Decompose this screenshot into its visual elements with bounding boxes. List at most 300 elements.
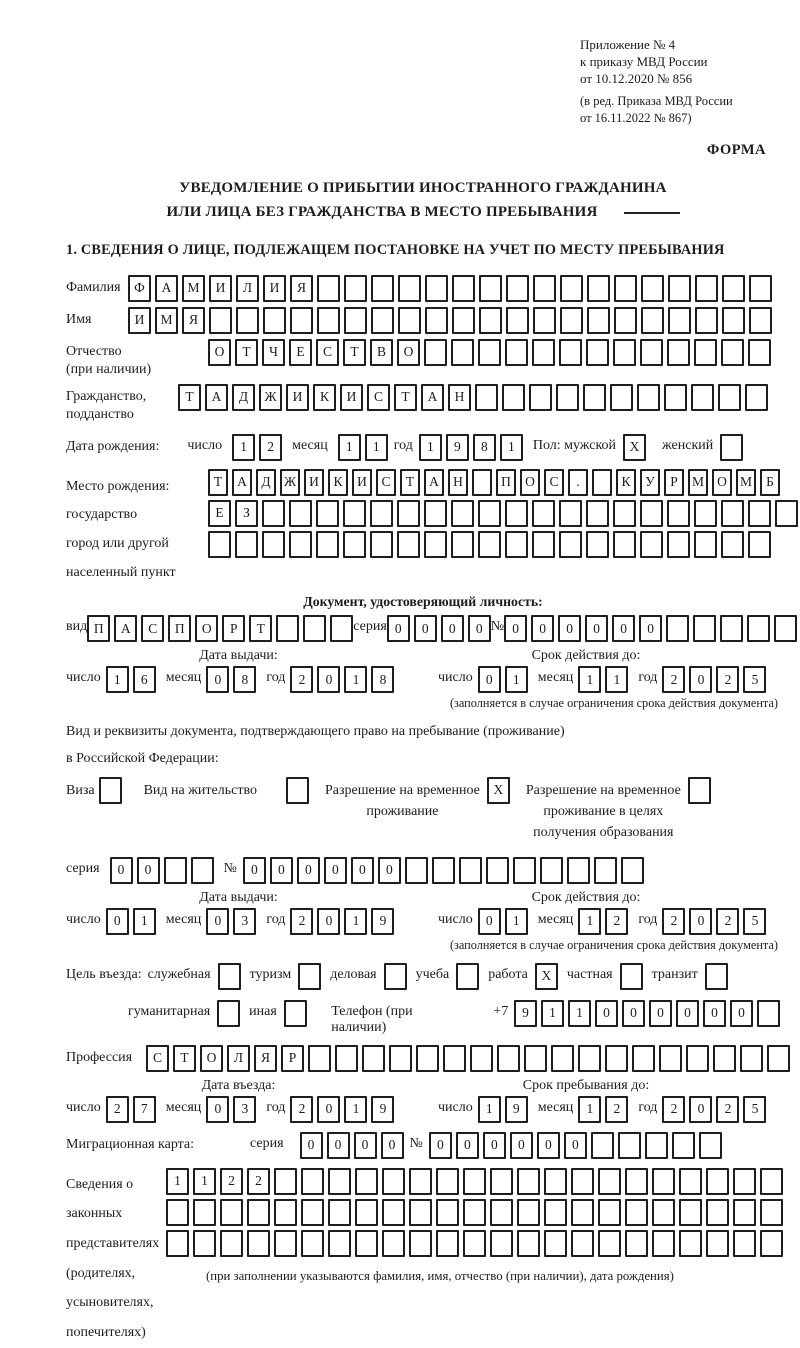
char-cell-empty[interactable] (301, 1230, 324, 1257)
char-cell-empty[interactable] (517, 1168, 540, 1195)
char-cell-filled[interactable]: И (352, 469, 372, 496)
char-cell-empty[interactable] (613, 339, 636, 366)
char-cell-empty[interactable] (425, 307, 448, 334)
char-cell-empty[interactable] (598, 1230, 621, 1257)
char-cell-filled[interactable]: С (316, 339, 339, 366)
char-cell-filled[interactable]: 0 (110, 857, 133, 884)
char-cell-filled[interactable]: М (736, 469, 756, 496)
char-cell-empty[interactable] (625, 1199, 648, 1226)
char-cell-filled[interactable]: З (235, 500, 258, 527)
char-cell-filled[interactable]: 0 (730, 1000, 753, 1027)
char-cell-filled[interactable]: Ж (280, 469, 300, 496)
char-cell-filled[interactable]: И (128, 307, 151, 334)
char-cell-empty[interactable] (451, 531, 474, 558)
char-cell-empty[interactable] (505, 500, 528, 527)
char-cell-empty[interactable] (456, 963, 479, 990)
char-cell-filled[interactable]: 0 (106, 908, 129, 935)
char-cell-empty[interactable] (533, 307, 556, 334)
char-cell-empty[interactable] (490, 1199, 513, 1226)
char-cell-filled[interactable]: 2 (220, 1168, 243, 1195)
char-cell-filled[interactable]: Т (249, 615, 272, 642)
char-cell-empty[interactable] (587, 307, 610, 334)
char-cell-empty[interactable] (533, 275, 556, 302)
char-cell-filled[interactable]: 0 (689, 1096, 712, 1123)
char-cell-empty[interactable] (640, 339, 663, 366)
char-cell-empty[interactable] (679, 1168, 702, 1195)
char-cell-empty[interactable] (398, 307, 421, 334)
char-cell-filled[interactable]: Н (448, 384, 471, 411)
char-cell-filled[interactable]: 2 (605, 1096, 628, 1123)
char-cell-filled[interactable]: 1 (344, 1096, 367, 1123)
char-cell-filled[interactable]: 0 (317, 666, 340, 693)
char-cell-empty[interactable] (274, 1199, 297, 1226)
char-cell-empty[interactable] (532, 531, 555, 558)
char-cell-empty[interactable] (598, 1199, 621, 1226)
char-cell-empty[interactable] (475, 384, 498, 411)
char-cell-filled[interactable]: П (87, 615, 110, 642)
char-cell-empty[interactable] (463, 1199, 486, 1226)
char-cell-empty[interactable] (693, 615, 716, 642)
char-cell-empty[interactable] (463, 1168, 486, 1195)
char-cell-filled[interactable]: Ж (259, 384, 282, 411)
char-cell-empty[interactable] (432, 857, 455, 884)
char-cell-empty[interactable] (625, 1168, 648, 1195)
char-cell-empty[interactable] (559, 500, 582, 527)
char-cell-filled[interactable]: Д (256, 469, 276, 496)
char-cell-empty[interactable] (316, 500, 339, 527)
char-cell-empty[interactable] (767, 1045, 790, 1072)
char-cell-empty[interactable] (571, 1199, 594, 1226)
char-cell-empty[interactable] (551, 1045, 574, 1072)
char-cell-empty[interactable] (720, 615, 743, 642)
char-cell-empty[interactable] (613, 500, 636, 527)
char-cell-empty[interactable] (416, 1045, 439, 1072)
char-cell-empty[interactable] (284, 1000, 307, 1027)
char-cell-empty[interactable] (330, 615, 353, 642)
char-cell-filled[interactable]: 9 (514, 1000, 537, 1027)
char-cell-empty[interactable] (362, 1045, 385, 1072)
char-cell-empty[interactable] (247, 1199, 270, 1226)
char-cell-filled[interactable]: 1 (541, 1000, 564, 1027)
char-cell-filled[interactable]: 2 (662, 1096, 685, 1123)
char-cell-empty[interactable] (621, 857, 644, 884)
char-cell-empty[interactable] (757, 1000, 780, 1027)
char-cell-empty[interactable] (578, 1045, 601, 1072)
char-cell-empty[interactable] (760, 1230, 783, 1257)
char-cell-filled[interactable]: М (182, 275, 205, 302)
char-cell-empty[interactable] (748, 339, 771, 366)
char-cell-empty[interactable] (571, 1230, 594, 1257)
char-cell-filled[interactable]: 0 (317, 1096, 340, 1123)
char-cell-empty[interactable] (605, 1045, 628, 1072)
char-cell-empty[interactable] (668, 307, 691, 334)
char-cell-filled[interactable]: 0 (387, 615, 410, 642)
char-cell-empty[interactable] (191, 857, 214, 884)
char-cell-empty[interactable] (164, 857, 187, 884)
char-cell-empty[interactable] (721, 531, 744, 558)
char-cell-filled[interactable]: 9 (446, 434, 469, 461)
char-cell-filled[interactable]: Е (289, 339, 312, 366)
char-cell-empty[interactable] (479, 275, 502, 302)
char-cell-filled[interactable]: А (205, 384, 228, 411)
char-cell-empty[interactable] (614, 275, 637, 302)
char-cell-empty[interactable] (664, 384, 687, 411)
char-cell-empty[interactable] (424, 339, 447, 366)
char-cell-filled[interactable]: 2 (716, 666, 739, 693)
char-cell-empty[interactable] (668, 275, 691, 302)
char-cell-empty[interactable] (583, 384, 606, 411)
char-cell-empty[interactable] (749, 307, 772, 334)
char-cell-filled[interactable]: 2 (662, 666, 685, 693)
char-cell-filled[interactable]: 0 (324, 857, 347, 884)
char-cell-filled[interactable]: Я (290, 275, 313, 302)
char-cell-empty[interactable] (505, 339, 528, 366)
char-cell-empty[interactable] (748, 531, 771, 558)
char-cell-empty[interactable] (637, 384, 660, 411)
char-cell-empty[interactable] (667, 500, 690, 527)
char-cell-filled[interactable]: К (616, 469, 636, 496)
char-cell-empty[interactable] (344, 307, 367, 334)
char-cell-empty[interactable] (640, 531, 663, 558)
char-cell-filled[interactable]: 0 (327, 1132, 350, 1159)
char-cell-filled[interactable]: 0 (585, 615, 608, 642)
char-cell-filled[interactable]: Л (236, 275, 259, 302)
char-cell-empty[interactable] (749, 275, 772, 302)
char-cell-filled[interactable]: 5 (743, 1096, 766, 1123)
char-cell-empty[interactable] (517, 1230, 540, 1257)
char-cell-empty[interactable] (274, 1230, 297, 1257)
char-cell-filled[interactable]: Е (208, 500, 231, 527)
char-cell-empty[interactable] (355, 1199, 378, 1226)
char-cell-empty[interactable] (166, 1230, 189, 1257)
char-cell-filled[interactable]: Т (208, 469, 228, 496)
char-cell-empty[interactable] (560, 307, 583, 334)
char-cell-empty[interactable] (478, 531, 501, 558)
char-cell-filled[interactable]: 9 (371, 1096, 394, 1123)
char-cell-empty[interactable] (733, 1230, 756, 1257)
char-cell-empty[interactable] (344, 275, 367, 302)
char-cell-filled[interactable]: 0 (478, 908, 501, 935)
char-cell-empty[interactable] (328, 1199, 351, 1226)
char-cell-empty[interactable] (640, 500, 663, 527)
char-cell-filled[interactable]: 0 (243, 857, 266, 884)
char-cell-empty[interactable] (478, 339, 501, 366)
char-cell-filled[interactable]: Л (227, 1045, 250, 1072)
char-cell-filled[interactable]: О (712, 469, 732, 496)
char-cell-filled[interactable]: 0 (483, 1132, 506, 1159)
char-cell-filled[interactable]: С (376, 469, 396, 496)
char-cell-filled[interactable]: М (155, 307, 178, 334)
char-cell-empty[interactable] (451, 339, 474, 366)
char-cell-empty[interactable] (618, 1132, 641, 1159)
char-cell-filled[interactable]: 1 (578, 908, 601, 935)
char-cell-filled[interactable]: Р (222, 615, 245, 642)
char-cell-empty[interactable] (740, 1045, 763, 1072)
char-cell-empty[interactable] (667, 339, 690, 366)
char-cell-empty[interactable] (289, 500, 312, 527)
char-cell-empty[interactable] (479, 307, 502, 334)
char-cell-empty[interactable] (490, 1168, 513, 1195)
char-cell-filled[interactable]: М (688, 469, 708, 496)
char-cell-empty[interactable] (452, 307, 475, 334)
char-cell-filled[interactable]: 1 (338, 434, 361, 461)
char-cell-filled[interactable]: 2 (290, 666, 313, 693)
char-cell-filled[interactable]: 1 (578, 666, 601, 693)
char-cell-empty[interactable] (193, 1199, 216, 1226)
char-cell-filled[interactable]: Ч (262, 339, 285, 366)
char-cell-empty[interactable] (389, 1045, 412, 1072)
char-cell-empty[interactable] (506, 275, 529, 302)
char-cell-filled[interactable]: О (208, 339, 231, 366)
char-cell-filled[interactable]: 1 (578, 1096, 601, 1123)
char-cell-filled[interactable]: О (397, 339, 420, 366)
char-cell-empty[interactable] (436, 1199, 459, 1226)
char-cell-filled[interactable]: 2 (605, 908, 628, 935)
char-cell-filled[interactable]: Н (448, 469, 468, 496)
char-cell-filled[interactable]: 2 (290, 908, 313, 935)
char-cell-empty[interactable] (556, 384, 579, 411)
char-cell-filled[interactable]: X (623, 434, 646, 461)
char-cell-empty[interactable] (672, 1132, 695, 1159)
char-cell-filled[interactable]: 8 (473, 434, 496, 461)
char-cell-filled[interactable]: 0 (206, 908, 229, 935)
char-cell-filled[interactable]: О (520, 469, 540, 496)
char-cell-filled[interactable]: 2 (716, 1096, 739, 1123)
char-cell-empty[interactable] (560, 275, 583, 302)
char-cell-filled[interactable]: 7 (133, 1096, 156, 1123)
char-cell-empty[interactable] (652, 1230, 675, 1257)
char-cell-filled[interactable]: А (421, 384, 444, 411)
char-cell-empty[interactable] (355, 1168, 378, 1195)
char-cell-empty[interactable] (625, 1230, 648, 1257)
char-cell-empty[interactable] (652, 1168, 675, 1195)
char-cell-filled[interactable]: К (328, 469, 348, 496)
char-cell-empty[interactable] (641, 307, 664, 334)
char-cell-filled[interactable]: У (640, 469, 660, 496)
char-cell-empty[interactable] (691, 384, 714, 411)
char-cell-empty[interactable] (699, 1132, 722, 1159)
char-cell-filled[interactable]: 0 (622, 1000, 645, 1027)
char-cell-empty[interactable] (166, 1199, 189, 1226)
char-cell-filled[interactable]: Т (235, 339, 258, 366)
char-cell-filled[interactable]: 0 (351, 857, 374, 884)
char-cell-filled[interactable]: 0 (531, 615, 554, 642)
char-cell-empty[interactable] (706, 1168, 729, 1195)
char-cell-empty[interactable] (694, 339, 717, 366)
char-cell-empty[interactable] (540, 857, 563, 884)
char-cell-empty[interactable] (502, 384, 525, 411)
char-cell-empty[interactable] (424, 531, 447, 558)
char-cell-filled[interactable]: О (200, 1045, 223, 1072)
char-cell-empty[interactable] (748, 500, 771, 527)
char-cell-filled[interactable]: 1 (232, 434, 255, 461)
char-cell-empty[interactable] (290, 307, 313, 334)
char-cell-filled[interactable]: 2 (290, 1096, 313, 1123)
char-cell-empty[interactable] (721, 339, 744, 366)
char-cell-filled[interactable]: П (496, 469, 516, 496)
char-cell-empty[interactable] (470, 1045, 493, 1072)
char-cell-empty[interactable] (343, 500, 366, 527)
char-cell-filled[interactable]: 1 (133, 908, 156, 935)
char-cell-empty[interactable] (694, 500, 717, 527)
char-cell-empty[interactable] (745, 384, 768, 411)
char-cell-filled[interactable]: 1 (365, 434, 388, 461)
char-cell-empty[interactable] (247, 1230, 270, 1257)
char-cell-filled[interactable]: П (168, 615, 191, 642)
char-cell-filled[interactable]: 1 (505, 666, 528, 693)
char-cell-filled[interactable]: 9 (371, 908, 394, 935)
char-cell-filled[interactable]: 8 (371, 666, 394, 693)
char-cell-filled[interactable]: Р (281, 1045, 304, 1072)
char-cell-empty[interactable] (370, 531, 393, 558)
char-cell-filled[interactable]: 0 (206, 1096, 229, 1123)
char-cell-empty[interactable] (328, 1230, 351, 1257)
char-cell-filled[interactable]: 1 (605, 666, 628, 693)
char-cell-filled[interactable]: Я (182, 307, 205, 334)
char-cell-empty[interactable] (486, 857, 509, 884)
char-cell-empty[interactable] (722, 307, 745, 334)
char-cell-empty[interactable] (274, 1168, 297, 1195)
char-cell-empty[interactable] (586, 531, 609, 558)
char-cell-empty[interactable] (472, 469, 492, 496)
char-cell-filled[interactable]: 1 (344, 666, 367, 693)
char-cell-empty[interactable] (371, 307, 394, 334)
char-cell-filled[interactable]: И (209, 275, 232, 302)
char-cell-empty[interactable] (559, 531, 582, 558)
char-cell-empty[interactable] (586, 500, 609, 527)
char-cell-empty[interactable] (524, 1045, 547, 1072)
char-cell-empty[interactable] (774, 615, 797, 642)
char-cell-filled[interactable]: X (535, 963, 558, 990)
char-cell-empty[interactable] (567, 857, 590, 884)
char-cell-empty[interactable] (208, 531, 231, 558)
char-cell-filled[interactable]: 0 (558, 615, 581, 642)
char-cell-empty[interactable] (598, 1168, 621, 1195)
char-cell-empty[interactable] (263, 307, 286, 334)
char-cell-empty[interactable] (335, 1045, 358, 1072)
char-cell-empty[interactable] (235, 531, 258, 558)
char-cell-empty[interactable] (688, 777, 711, 804)
char-cell-filled[interactable]: 1 (478, 1096, 501, 1123)
char-cell-filled[interactable]: А (424, 469, 444, 496)
char-cell-empty[interactable] (610, 384, 633, 411)
char-cell-filled[interactable]: 2 (259, 434, 282, 461)
char-cell-filled[interactable]: 0 (676, 1000, 699, 1027)
char-cell-empty[interactable] (298, 963, 321, 990)
char-cell-empty[interactable] (382, 1168, 405, 1195)
char-cell-empty[interactable] (384, 963, 407, 990)
char-cell-empty[interactable] (409, 1199, 432, 1226)
char-cell-filled[interactable]: Ф (128, 275, 151, 302)
char-cell-empty[interactable] (193, 1230, 216, 1257)
char-cell-filled[interactable]: 0 (317, 908, 340, 935)
char-cell-empty[interactable] (706, 1199, 729, 1226)
char-cell-empty[interactable] (409, 1230, 432, 1257)
char-cell-empty[interactable] (436, 1230, 459, 1257)
char-cell-empty[interactable] (613, 531, 636, 558)
char-cell-empty[interactable] (220, 1230, 243, 1257)
char-cell-empty[interactable] (343, 531, 366, 558)
char-cell-empty[interactable] (532, 339, 555, 366)
char-cell-empty[interactable] (614, 307, 637, 334)
char-cell-empty[interactable] (382, 1230, 405, 1257)
char-cell-empty[interactable] (317, 275, 340, 302)
char-cell-filled[interactable]: О (195, 615, 218, 642)
char-cell-filled[interactable]: Т (343, 339, 366, 366)
char-cell-empty[interactable] (666, 615, 689, 642)
char-cell-filled[interactable]: 5 (743, 908, 766, 935)
char-cell-filled[interactable]: 0 (510, 1132, 533, 1159)
char-cell-filled[interactable]: 1 (344, 908, 367, 935)
char-cell-empty[interactable] (452, 275, 475, 302)
char-cell-empty[interactable] (659, 1045, 682, 1072)
char-cell-filled[interactable]: 0 (429, 1132, 452, 1159)
char-cell-empty[interactable] (317, 307, 340, 334)
char-cell-filled[interactable]: Я (254, 1045, 277, 1072)
char-cell-filled[interactable]: Т (173, 1045, 196, 1072)
char-cell-filled[interactable]: Р (664, 469, 684, 496)
char-cell-filled[interactable]: Т (178, 384, 201, 411)
char-cell-filled[interactable]: 3 (233, 908, 256, 935)
char-cell-empty[interactable] (695, 307, 718, 334)
char-cell-empty[interactable] (641, 275, 664, 302)
char-cell-filled[interactable]: 0 (689, 908, 712, 935)
char-cell-empty[interactable] (209, 307, 232, 334)
char-cell-filled[interactable]: 0 (378, 857, 401, 884)
char-cell-filled[interactable]: 0 (456, 1132, 479, 1159)
char-cell-filled[interactable]: 1 (419, 434, 442, 461)
char-cell-empty[interactable] (506, 307, 529, 334)
char-cell-filled[interactable]: Т (400, 469, 420, 496)
char-cell-filled[interactable]: 1 (166, 1168, 189, 1195)
char-cell-empty[interactable] (220, 1199, 243, 1226)
char-cell-filled[interactable]: К (313, 384, 336, 411)
char-cell-filled[interactable]: 0 (414, 615, 437, 642)
char-cell-empty[interactable] (409, 1168, 432, 1195)
char-cell-filled[interactable]: С (141, 615, 164, 642)
char-cell-filled[interactable]: В (370, 339, 393, 366)
char-cell-filled[interactable]: 1 (193, 1168, 216, 1195)
char-cell-empty[interactable] (236, 307, 259, 334)
char-cell-filled[interactable]: 1 (505, 908, 528, 935)
char-cell-filled[interactable]: А (155, 275, 178, 302)
char-cell-empty[interactable] (594, 857, 617, 884)
char-cell-filled[interactable]: 5 (743, 666, 766, 693)
char-cell-empty[interactable] (760, 1199, 783, 1226)
char-cell-empty[interactable] (424, 500, 447, 527)
char-cell-empty[interactable] (645, 1132, 668, 1159)
char-cell-filled[interactable]: . (568, 469, 588, 496)
char-cell-empty[interactable] (443, 1045, 466, 1072)
char-cell-empty[interactable] (706, 1230, 729, 1257)
char-cell-empty[interactable] (397, 531, 420, 558)
char-cell-empty[interactable] (505, 531, 528, 558)
char-cell-empty[interactable] (705, 963, 728, 990)
char-cell-empty[interactable] (217, 1000, 240, 1027)
char-cell-empty[interactable] (355, 1230, 378, 1257)
char-cell-filled[interactable]: 0 (354, 1132, 377, 1159)
char-cell-filled[interactable]: 2 (247, 1168, 270, 1195)
char-cell-empty[interactable] (529, 384, 552, 411)
char-cell-filled[interactable]: 0 (504, 615, 527, 642)
char-cell-empty[interactable] (490, 1230, 513, 1257)
char-cell-empty[interactable] (218, 963, 241, 990)
char-cell-empty[interactable] (289, 531, 312, 558)
char-cell-empty[interactable] (436, 1168, 459, 1195)
char-cell-empty[interactable] (587, 275, 610, 302)
char-cell-filled[interactable]: 0 (300, 1132, 323, 1159)
char-cell-empty[interactable] (371, 275, 394, 302)
